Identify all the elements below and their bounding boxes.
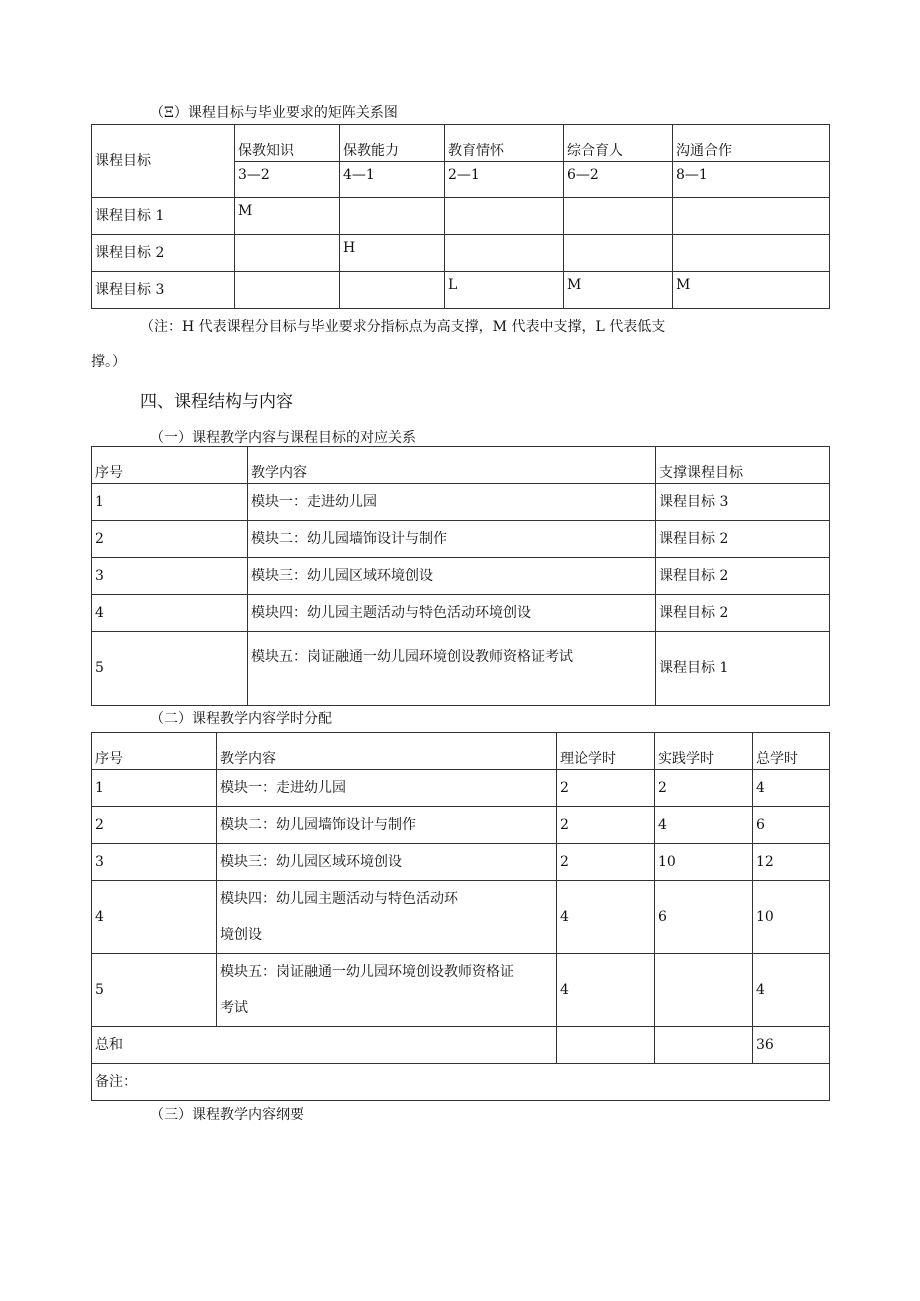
row-no: 5 (92, 632, 248, 706)
sum-label: 总和 (92, 1027, 557, 1064)
requirement-name: 综合育人 (564, 125, 673, 162)
matrix-cell (235, 235, 340, 272)
table-header-row (92, 733, 830, 770)
column-header: 实践学时 (655, 733, 753, 770)
row-practice-hours: 6 (655, 881, 753, 954)
requirement-name: 保教能力 (340, 125, 445, 162)
matrix-cell: L (445, 272, 564, 309)
part1-caption: （一）课程教学内容与课程目标的对应关系 (150, 430, 416, 446)
requirement-name: 保教知识 (235, 125, 340, 162)
row-content-line: 境创设 (220, 927, 262, 943)
row-no: 4 (92, 595, 248, 632)
matrix-header-row-names (92, 125, 830, 162)
row-total-hours: 4 (753, 770, 830, 807)
matrix-cell (235, 272, 340, 309)
sum-row (92, 1027, 830, 1064)
table-row (92, 595, 830, 632)
row-no: 1 (92, 484, 248, 521)
matrix-cell: M (235, 198, 340, 235)
table-row (92, 844, 830, 881)
matrix-header-label: 课程目标 (92, 125, 235, 198)
row-total-hours: 6 (753, 807, 830, 844)
matrix-caption: （Ξ）课程目标与毕业要求的矩阵关系图 (150, 105, 398, 121)
part2-caption: （二）课程教学内容学时分配 (150, 711, 332, 727)
row-content-line: 模块四：幼儿园主题活动与特色活动环 (220, 891, 458, 907)
matrix-cell: M (673, 272, 830, 309)
matrix-table (91, 124, 830, 309)
row-content (217, 881, 557, 954)
requirement-code: 2—1 (445, 162, 564, 198)
matrix-row (92, 272, 830, 309)
column-header: 序号 (92, 733, 217, 770)
requirement-code: 4—1 (340, 162, 445, 198)
row-content: 模块三：幼儿园区域环境创设 (248, 558, 656, 595)
column-header: 序号 (92, 447, 248, 484)
column-header: 教学内容 (248, 447, 656, 484)
matrix-note-line2: 撑。） (91, 354, 126, 370)
matrix-cell (673, 198, 830, 235)
table-row (92, 881, 830, 954)
row-content (217, 954, 557, 1027)
row-practice-hours (655, 954, 753, 1027)
row-goal: 课程目标 1 (656, 632, 830, 706)
column-header: 教学内容 (217, 733, 557, 770)
remark-label: 备注： (92, 1064, 830, 1101)
row-content: 模块二：幼儿园墙饰设计与制作 (248, 521, 656, 558)
table-row (92, 521, 830, 558)
content-goal-table (91, 446, 830, 706)
requirement-code: 8—1 (673, 162, 830, 198)
row-goal: 课程目标 2 (656, 595, 830, 632)
row-theory-hours: 2 (557, 807, 655, 844)
row-content: 模块四：幼儿园主题活动与特色活动环境创设 (248, 595, 656, 632)
row-content: 模块二：幼儿园墙饰设计与制作 (217, 807, 557, 844)
matrix-cell (340, 272, 445, 309)
matrix-row (92, 198, 830, 235)
table-row (92, 632, 830, 706)
part3-caption: （三）课程教学内容纲要 (150, 1107, 304, 1123)
row-no: 3 (92, 844, 217, 881)
matrix-cell (564, 198, 673, 235)
row-content: 模块一：走进幼儿园 (217, 770, 557, 807)
requirement-code: 6—2 (564, 162, 673, 198)
sum-practice (655, 1027, 753, 1064)
matrix-row-label: 课程目标 2 (92, 235, 235, 272)
matrix-note-line1: （注：H 代表课程分目标与毕业要求分指标点为高支撑，M 代表中支撑，L 代表低支 (140, 319, 666, 335)
table-row (92, 954, 830, 1027)
matrix-row-label: 课程目标 3 (92, 272, 235, 309)
row-no: 4 (92, 881, 217, 954)
table-row (92, 770, 830, 807)
row-goal: 课程目标 3 (656, 484, 830, 521)
table-row (92, 558, 830, 595)
row-no: 2 (92, 807, 217, 844)
matrix-cell (445, 198, 564, 235)
column-header: 总学时 (753, 733, 830, 770)
row-content: 模块一：走进幼儿园 (248, 484, 656, 521)
row-theory-hours: 2 (557, 770, 655, 807)
remark-row (92, 1064, 830, 1101)
matrix-row-label: 课程目标 1 (92, 198, 235, 235)
sum-total: 36 (753, 1027, 830, 1064)
row-total-hours: 12 (753, 844, 830, 881)
row-practice-hours: 2 (655, 770, 753, 807)
matrix-cell (340, 198, 445, 235)
row-total-hours: 10 (753, 881, 830, 954)
row-practice-hours: 10 (655, 844, 753, 881)
row-total-hours: 4 (753, 954, 830, 1027)
row-practice-hours: 4 (655, 807, 753, 844)
row-theory-hours: 2 (557, 844, 655, 881)
requirement-name: 沟通合作 (673, 125, 830, 162)
row-content-line: 模块五：岗证融通一幼儿园环境创设教师资格证 (220, 964, 514, 980)
table-row (92, 807, 830, 844)
row-goal: 课程目标 2 (656, 521, 830, 558)
section4-heading: 四、课程结构与内容 (140, 392, 293, 412)
row-goal: 课程目标 2 (656, 558, 830, 595)
matrix-row (92, 235, 830, 272)
row-content: 模块五：岗证融通一幼儿园环境创设教师资格证考试 (248, 632, 656, 706)
row-theory-hours: 4 (557, 881, 655, 954)
row-content: 模块三：幼儿园区域环境创设 (217, 844, 557, 881)
matrix-cell: H (340, 235, 445, 272)
requirement-name: 教育情怀 (445, 125, 564, 162)
row-content-line: 考试 (220, 1000, 248, 1016)
row-no: 5 (92, 954, 217, 1027)
matrix-cell (673, 235, 830, 272)
matrix-cell: M (564, 272, 673, 309)
matrix-cell (445, 235, 564, 272)
table-header-row (92, 447, 830, 484)
requirement-code: 3—2 (235, 162, 340, 198)
row-no: 1 (92, 770, 217, 807)
column-header: 理论学时 (557, 733, 655, 770)
row-no: 2 (92, 521, 248, 558)
row-theory-hours: 4 (557, 954, 655, 1027)
table-row (92, 484, 830, 521)
column-header: 支撑课程目标 (656, 447, 830, 484)
row-no: 3 (92, 558, 248, 595)
matrix-cell (564, 235, 673, 272)
sum-theory (557, 1027, 655, 1064)
hours-table (91, 732, 830, 1101)
